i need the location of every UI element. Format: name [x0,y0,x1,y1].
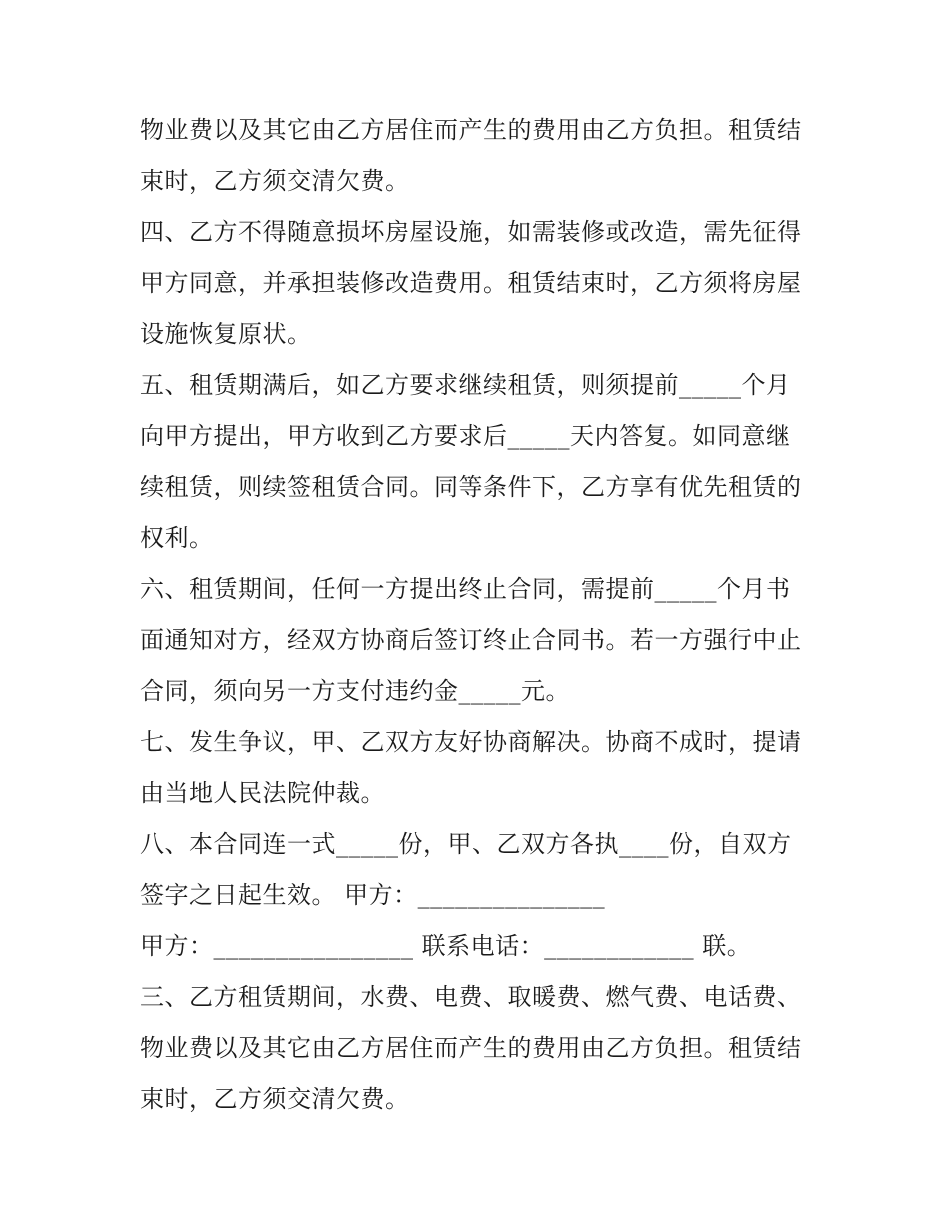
text-line: 七、发生争议，甲、乙双方友好协商解决。协商不成时，提请 [140,728,802,756]
text-line: 面通知对方，经双方协商后签订终止合同书。若一方强行中止 [140,626,802,654]
text-line: 八、本合同连一式_____份，甲、乙双方各执____份，自双方 [140,830,792,858]
text-line: 甲方同意，并承担装修改造费用。租赁结束时，乙方须将房屋 [140,269,802,297]
text-line: 续租赁，则续签租赁合同。同等条件下，乙方享有优先租赁的 [140,473,802,501]
text-line: 合同，须向另一方支付违约金_____元。 [140,677,570,705]
text-line: 签字之日起生效。 甲方：_______________ [140,881,606,909]
text-line: 甲方：________________ 联系电话：____________ 联。 [140,932,752,960]
text-line: 三、乙方租赁期间，水费、电费、取暖费、燃气费、电话费、 [140,983,802,1011]
text-line: 物业费以及其它由乙方居住而产生的费用由乙方负担。租赁结 [140,1034,802,1062]
text-line: 五、租赁期满后，如乙方要求继续租赁，则须提前_____个月 [140,371,791,399]
text-line: 设施恢复原状。 [140,320,312,348]
text-line: 权利。 [140,524,214,552]
text-line: 束时，乙方须交清欠费。 [140,1085,410,1113]
document-body [140,105,820,1125]
text-line: 四、乙方不得随意损坏房屋设施，如需装修或改造，需先征得 [140,218,802,246]
text-line: 由当地人民法院仲裁。 [140,779,385,807]
text-line: 向甲方提出，甲方收到乙方要求后_____天内答复。如同意继 [140,422,791,450]
text-line: 物业费以及其它由乙方居住而产生的费用由乙方负担。租赁结 [140,116,802,144]
text-line: 六、租赁期间，任何一方提出终止合同，需提前_____个月书 [140,575,791,603]
text-line: 束时，乙方须交清欠费。 [140,167,410,195]
